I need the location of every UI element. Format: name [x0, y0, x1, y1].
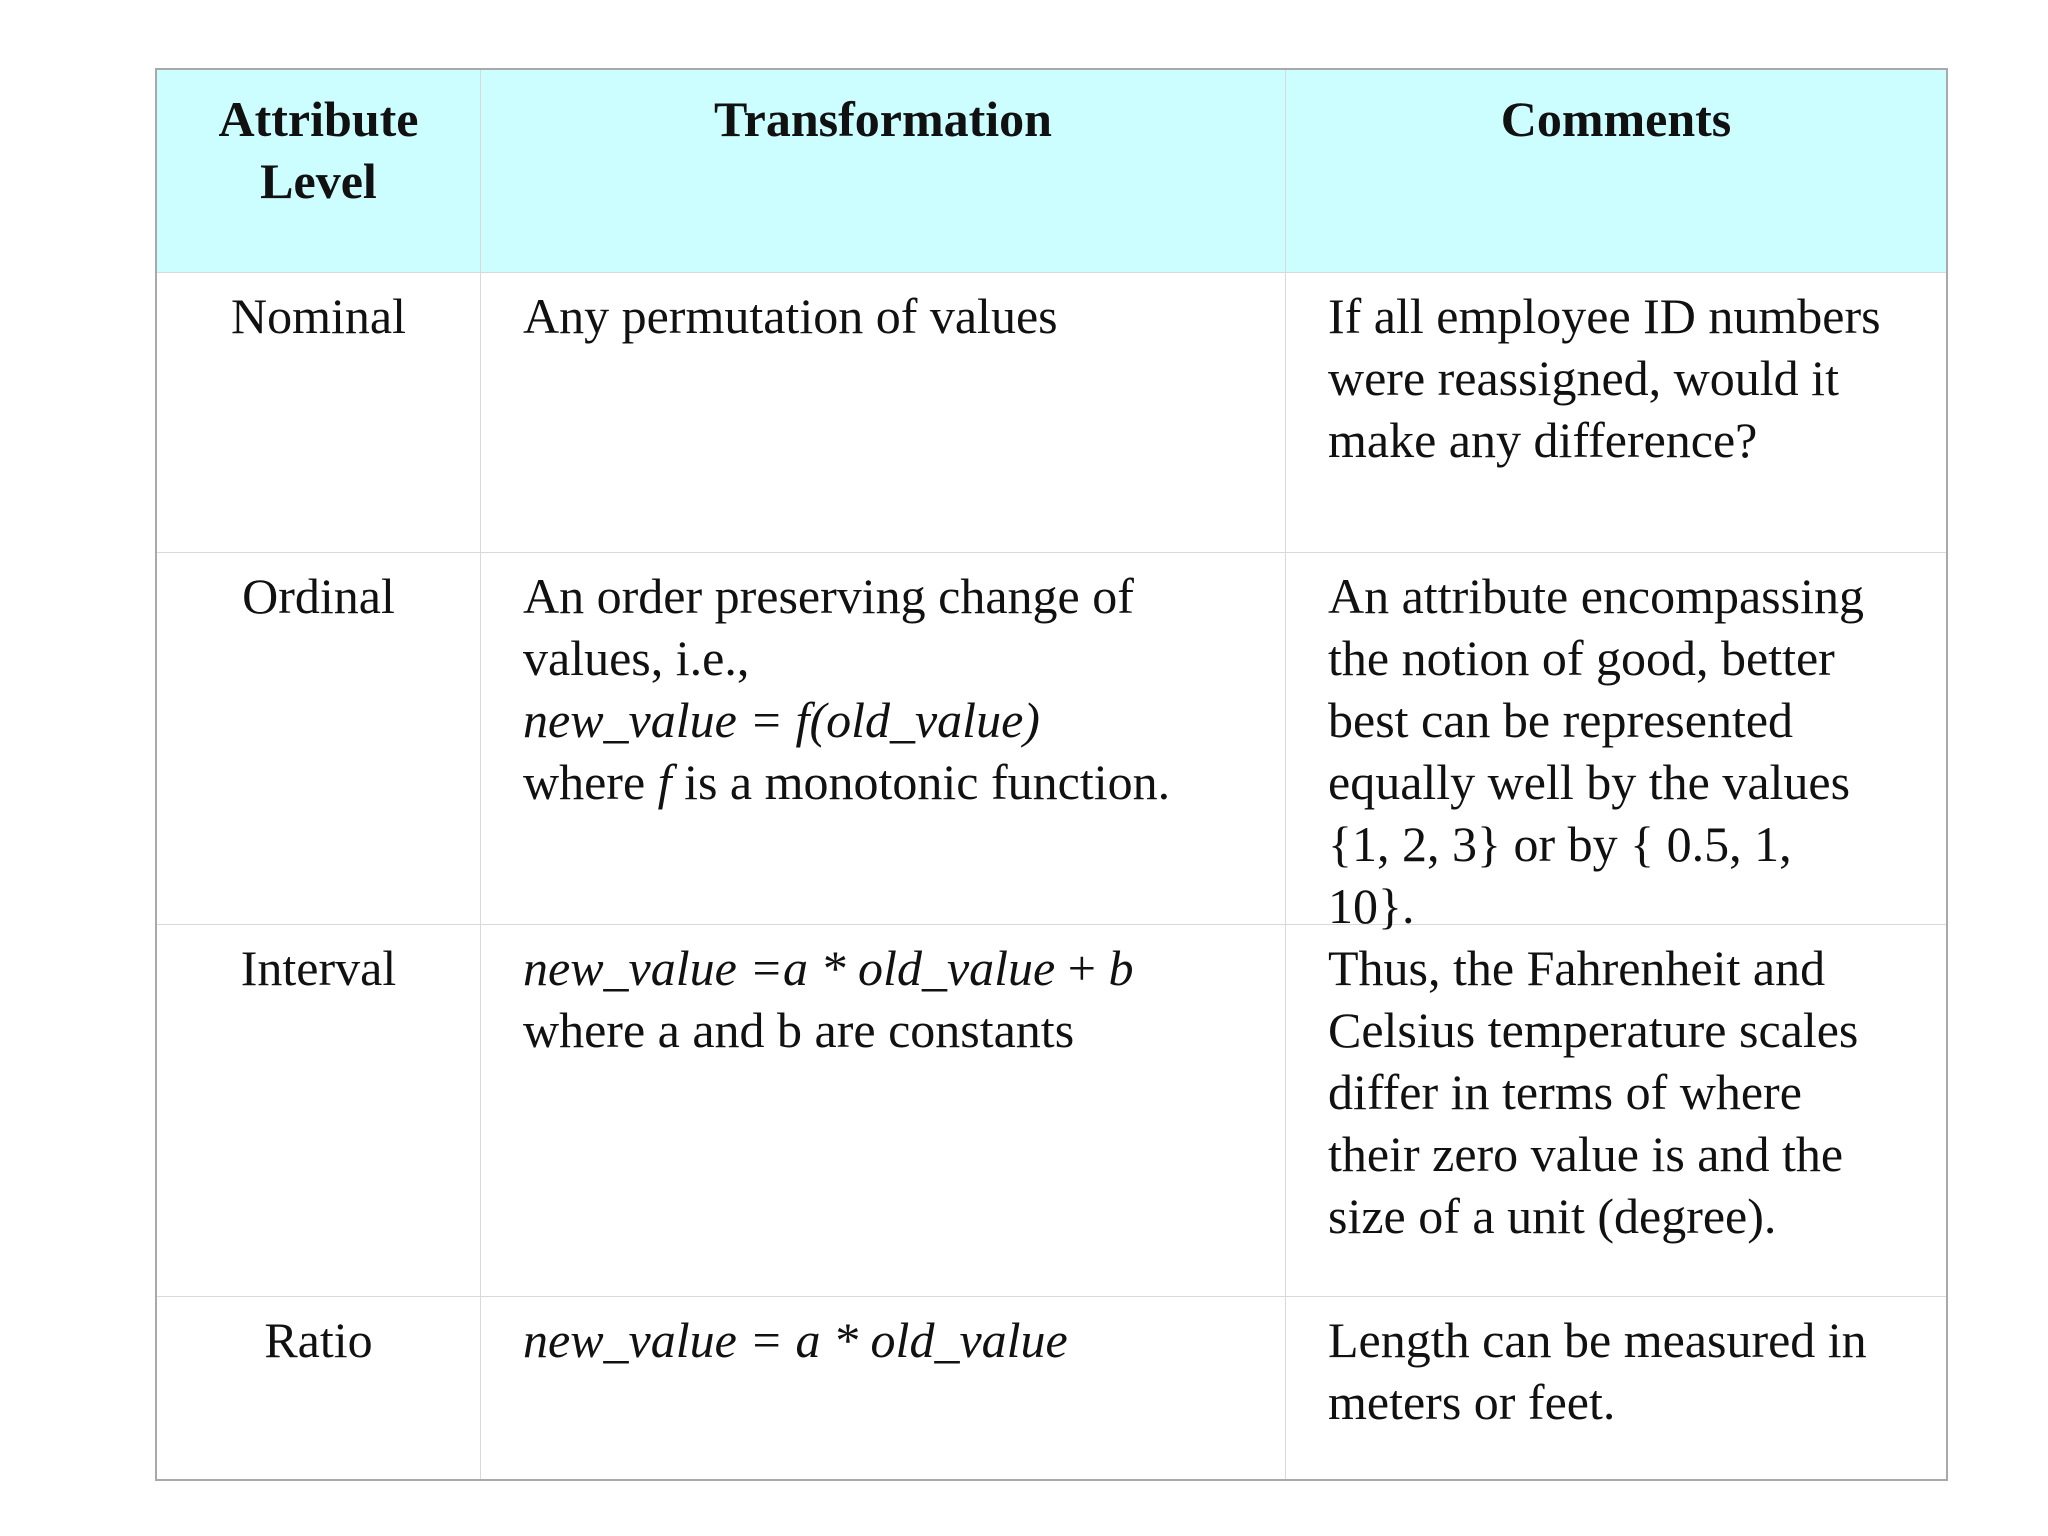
comment-line: Length can be measured in — [1328, 1312, 1867, 1368]
attribute-transformation-table — [155, 68, 1948, 1481]
row-interval-transformation — [481, 925, 1286, 1297]
header-transformation — [481, 70, 1286, 273]
comment-line: size of a unit (degree). — [1328, 1188, 1777, 1244]
row-ratio-transformation — [481, 1297, 1286, 1479]
comment-line: equally well by the values — [1328, 754, 1851, 810]
level-label: Interval — [240, 940, 397, 996]
row-ratio-comments — [1286, 1297, 1946, 1479]
transformation-formula — [523, 937, 1265, 999]
header-comments-label: Comments — [1500, 91, 1732, 147]
comment-line: meters or feet. — [1328, 1374, 1616, 1430]
row-ordinal-comments — [1286, 553, 1946, 934]
row-nominal-transformation — [481, 273, 1286, 553]
row-interval-comments — [1286, 925, 1946, 1297]
row-interval-level — [157, 925, 481, 1297]
comment-line: An attribute encompassing — [1328, 568, 1864, 624]
comment-line: differ in terms of where — [1328, 1064, 1802, 1120]
row-ratio-level — [157, 1297, 481, 1479]
formula-part: new_value =a * old_value — [523, 940, 1056, 996]
comment-line: the notion of good, better — [1328, 630, 1835, 686]
row-nominal-level — [157, 273, 481, 553]
level-label: Ordinal — [242, 568, 395, 624]
transformation-line: An order preserving change of — [523, 568, 1134, 624]
row-ordinal-level — [157, 553, 481, 925]
comment-line: 10}. — [1328, 878, 1415, 934]
header-transformation-label: Transformation — [714, 91, 1052, 147]
transformation-line: where a and b are constants — [523, 1002, 1075, 1058]
header-level-line2: Level — [260, 153, 377, 209]
formula-part: b — [1108, 940, 1134, 996]
comment-line: their zero value is and the — [1328, 1126, 1844, 1182]
row-ordinal-transformation — [481, 553, 1286, 925]
formula-operator: + — [1055, 940, 1109, 996]
comment-line: Celsius temperature scales — [1328, 1002, 1859, 1058]
transformation-line — [523, 751, 1265, 813]
comment-line: {1, 2, 3} or by { 0.5, 1, — [1328, 816, 1792, 872]
level-label: Nominal — [231, 288, 406, 344]
header-attribute-level — [157, 70, 481, 273]
transformation-formula: new_value = a * old_value — [523, 1312, 1068, 1368]
transformation-formula: new_value = f(old_value) — [523, 692, 1040, 748]
comment-line: Thus, the Fahrenheit and — [1328, 940, 1826, 996]
row-nominal-comments — [1286, 273, 1946, 553]
transformation-text: where — [523, 754, 658, 810]
function-symbol: f — [657, 754, 672, 810]
level-label: Ratio — [264, 1312, 373, 1368]
transformation-text: Any permutation of values — [523, 288, 1058, 344]
transformation-text: is a monotonic function. — [671, 754, 1171, 810]
comment-line: make any difference? — [1328, 412, 1758, 468]
comment-line: were reassigned, would it — [1328, 350, 1839, 406]
transformation-line: values, i.e., — [523, 630, 750, 686]
comment-line: best can be represented — [1328, 692, 1794, 748]
header-comments — [1286, 70, 1946, 273]
comment-line: If all employee ID numbers — [1328, 288, 1881, 344]
header-level-line1: Attribute — [218, 91, 419, 147]
